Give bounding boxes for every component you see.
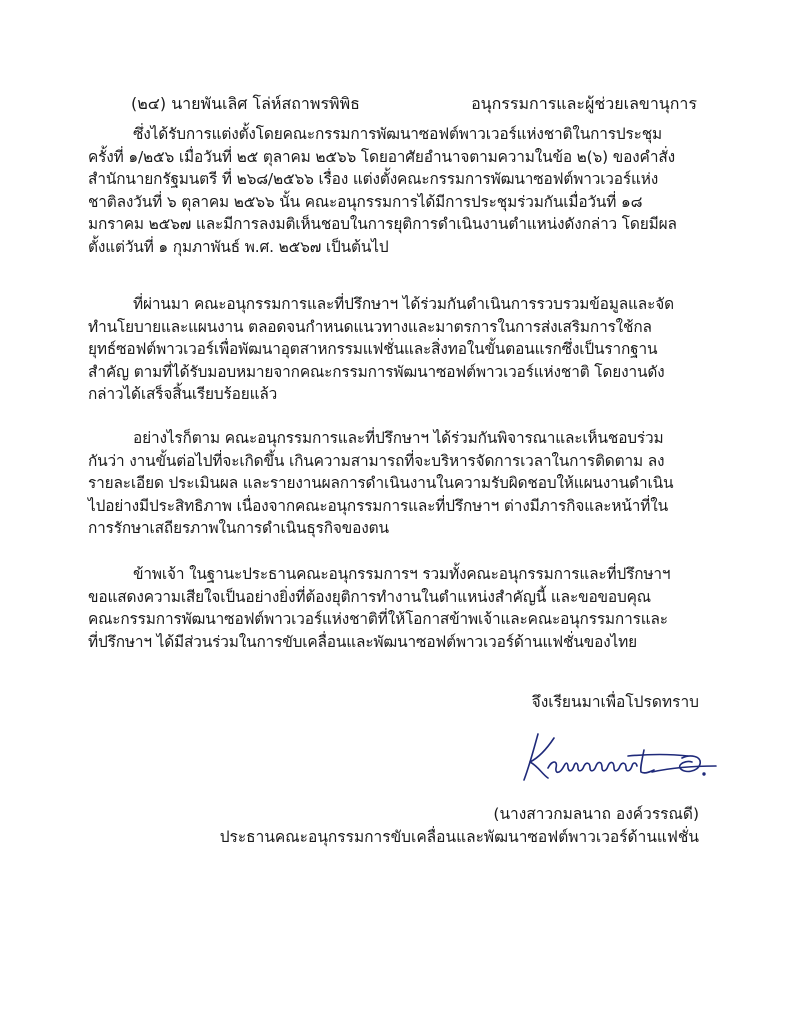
paragraph-line: ที่ผ่านมา คณะอนุกรรมการและที่ปรึกษาฯ ได้ร่วมกันดำเนินการรวบรวมข้อมูลและจัด <box>133 295 674 313</box>
signer-title: ประธานคณะอนุกรรมการขับเคลื่อนและพัฒนาซอฟต์พาวเวอร์ด้านแฟชั่น <box>219 828 699 846</box>
paragraph-line: รายละเอียด ประเมินผล และรายงานผลการดำเนินงานในความรับผิดชอบให้แผนงานดำเนิน <box>88 474 674 492</box>
paragraph-gratitude <box>88 563 703 653</box>
paragraph-line: คณะกรรมการพัฒนาซอฟต์พาวเวอร์แห่งชาติที่ให้โอกาสข้าพเจ้าและคณะอนุกรรมการและ <box>88 610 668 628</box>
paragraph-line: ข้าพเจ้า ในฐานะประธานคณะอนุกรรมการฯ รวมทั้งคณะอนุกรรมการและที่ปรึกษาฯ <box>133 565 671 583</box>
paragraph-line: ทำนโยบายและแผนงาน ตลอดจนกำหนดแนวทางและมาตรการในการส่งเสริมการใช้กล <box>88 317 652 336</box>
handwritten-signature <box>520 728 720 788</box>
paragraph-line: ขอแสดงความเสียใจเป็นอย่างยิ่งที่ต้องยุติการทำงานในตำแหน่งสำคัญนี้ และขอขอบคุณ <box>88 587 651 606</box>
paragraph-reasoning <box>88 427 703 540</box>
paragraph-line: กันว่า งานขั้นต่อไปที่จะเกิดขึ้น เกินความสามารถที่จะบริหารจัดการเวลาในการติดตาม ลง <box>88 451 665 470</box>
paragraph-line: มกราคม ๒๕๖๗ และมีการลงมติเห็นชอบในการยุติการดำเนินงานตำแหน่งดังกล่าว โดยมีผล <box>88 215 677 233</box>
paragraph-past-work <box>88 293 703 406</box>
paragraph-line: ที่ปรึกษาฯ ได้มีส่วนร่วมในการขับเคลื่อนและพัฒนาซอฟต์พาวเวอร์ด้านแฟชั่นของไทย <box>88 632 637 651</box>
signature-icon <box>520 728 720 788</box>
paragraph-line: การรักษาเสถียรภาพในการดำเนินธุรกิจของตน <box>88 519 389 537</box>
paragraph-line: ตั้งแต่วันที่ ๑ กุมภาพันธ์ พ.ศ. ๒๕๖๗ เป็นต้นไป <box>88 237 389 256</box>
paragraph-line: อย่างไรก็ตาม คณะอนุกรรมการและที่ปรึกษาฯ ได้ร่วมกันพิจารณาและเห็นชอบร่วม <box>133 429 664 447</box>
paragraph-line: ยุทธ์ซอฟต์พาวเวอร์เพื่อพัฒนาอุตสาหกรรมแฟชั่นและสิ่งทอในขั้นตอนแรกซึ่งเป็นรากฐาน <box>88 340 658 358</box>
paragraph-line: สำนักนายกรัฐมนตรี ที่ ๒๖๘/๒๕๖๖ เรื่อง แต่งตั้งคณะกรรมการพัฒนาซอฟต์พาวเวอร์แห่ง <box>88 170 659 188</box>
paragraph-line: กล่าวได้เสร็จสิ้นเรียบร้อยแล้ว <box>88 385 278 403</box>
paragraph-line: ซึ่งได้รับการแต่งตั้งโดยคณะกรรมการพัฒนาซอฟต์พาวเวอร์แห่งชาติในการประชุม <box>133 125 662 143</box>
member-entry <box>131 92 701 116</box>
paragraph-line: ชาติลงวันที่ ๖ ตุลาคม ๒๕๖๖ นั้น คณะอนุกรรมการได้มีการประชุมร่วมกันเมื่อวันที่ ๑๘ <box>88 192 643 211</box>
signer-name: (นางสาวกมลนาถ องค์วรรณดี) <box>493 805 699 823</box>
member-name: (๒๔) นายพันเลิศ โล่ห์สถาพรพิพิธ <box>131 94 360 113</box>
paragraph-line: ครั้งที่ ๑/๒๕๖ เมื่อวันที่ ๒๕ ตุลาคม ๒๕๖๖ โดยอาศัยอำนาจตามความในข้อ ๒(๖) ของคำสั่ง <box>88 147 675 166</box>
member-role: อนุกรรมการและผู้ช่วยเลขานุการ <box>471 94 697 113</box>
closing-line: จึงเรียนมาเพื่อโปรดทราบ <box>531 693 699 711</box>
paragraph-appointment <box>88 123 703 258</box>
paragraph-line: สำคัญ ตามที่ได้รับมอบหมายจากคณะกรรมการพัฒนาซอฟต์พาวเวอร์แห่งชาติ โดยงานดัง <box>88 362 665 381</box>
paragraph-line: ไปอย่างมีประสิทธิภาพ เนื่องจากคณะอนุกรรมการและที่ปรึกษาฯ ต่างมีภารกิจและหน้าที่ใน <box>88 496 668 515</box>
